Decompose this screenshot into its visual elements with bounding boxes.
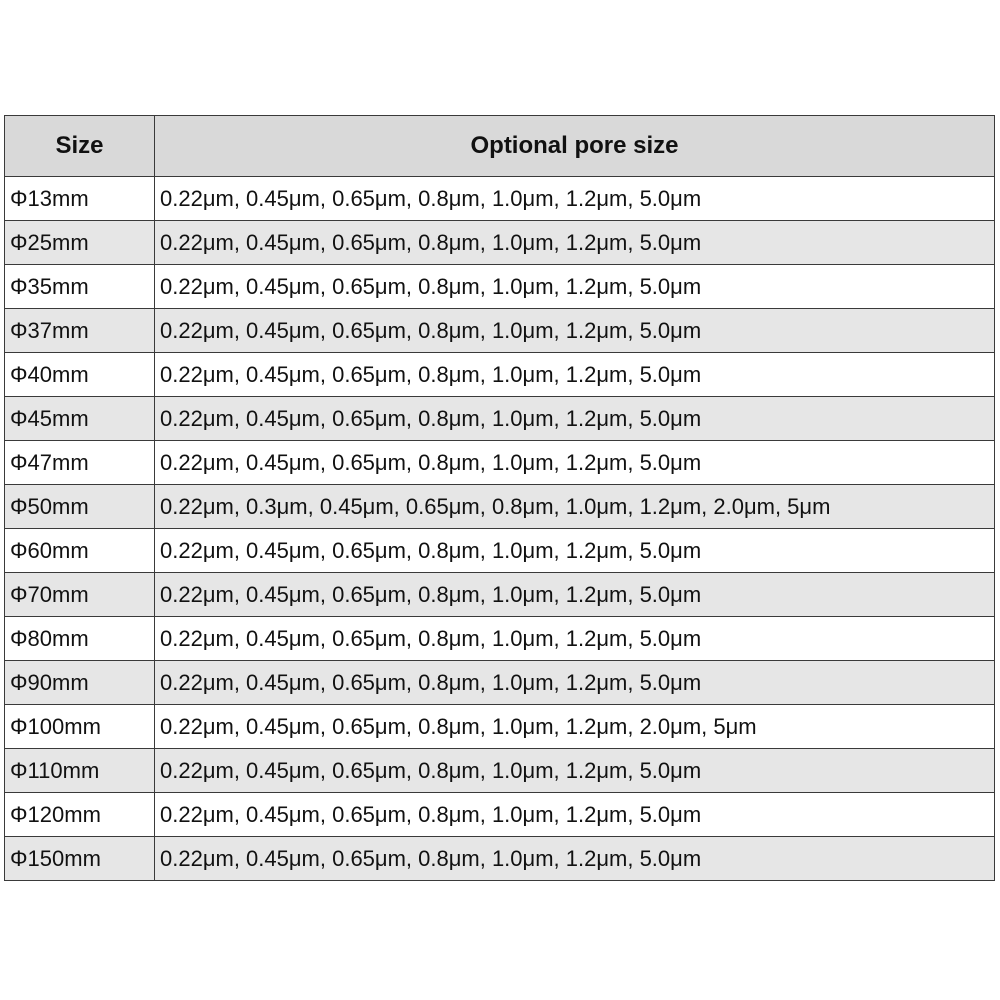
- header-optional-pore-size: Optional pore size: [155, 116, 995, 177]
- pore-size-cell: 0.22μm, 0.45μm, 0.65μm, 0.8μm, 1.0μm, 1.2μm, 5.0μm: [155, 749, 995, 793]
- table-row: [5, 529, 995, 573]
- pore-size-table: [4, 115, 995, 881]
- size-cell: Φ37mm: [5, 309, 155, 353]
- size-cell: Φ45mm: [5, 397, 155, 441]
- pore-size-cell: 0.22μm, 0.45μm, 0.65μm, 0.8μm, 1.0μm, 1.2μm, 5.0μm: [155, 265, 995, 309]
- size-cell: Φ90mm: [5, 661, 155, 705]
- table-row: [5, 177, 995, 221]
- size-cell: Φ150mm: [5, 837, 155, 881]
- size-cell: Φ100mm: [5, 705, 155, 749]
- table-row: [5, 573, 995, 617]
- size-cell: Φ120mm: [5, 793, 155, 837]
- size-cell: Φ47mm: [5, 441, 155, 485]
- pore-size-cell: 0.22μm, 0.45μm, 0.65μm, 0.8μm, 1.0μm, 1.2μm, 5.0μm: [155, 793, 995, 837]
- header-size: Size: [5, 116, 155, 177]
- table-row: [5, 617, 995, 661]
- size-cell: Φ50mm: [5, 485, 155, 529]
- pore-size-cell: 0.22μm, 0.45μm, 0.65μm, 0.8μm, 1.0μm, 1.2μm, 5.0μm: [155, 353, 995, 397]
- size-cell: Φ80mm: [5, 617, 155, 661]
- size-cell: Φ13mm: [5, 177, 155, 221]
- pore-size-cell: 0.22μm, 0.45μm, 0.65μm, 0.8μm, 1.0μm, 1.2μm, 2.0μm, 5μm: [155, 705, 995, 749]
- size-cell: Φ40mm: [5, 353, 155, 397]
- pore-size-cell: 0.22μm, 0.3μm, 0.45μm, 0.65μm, 0.8μm, 1.0μm, 1.2μm, 2.0μm, 5μm: [155, 485, 995, 529]
- pore-size-cell: 0.22μm, 0.45μm, 0.65μm, 0.8μm, 1.0μm, 1.2μm, 5.0μm: [155, 617, 995, 661]
- table-row: [5, 265, 995, 309]
- table-row: [5, 705, 995, 749]
- size-cell: Φ60mm: [5, 529, 155, 573]
- table-row: [5, 221, 995, 265]
- size-cell: Φ110mm: [5, 749, 155, 793]
- size-cell: Φ25mm: [5, 221, 155, 265]
- table-row: [5, 837, 995, 881]
- pore-size-table-container: [4, 115, 994, 881]
- table-body: [5, 177, 995, 881]
- pore-size-cell: 0.22μm, 0.45μm, 0.65μm, 0.8μm, 1.0μm, 1.2μm, 5.0μm: [155, 837, 995, 881]
- pore-size-cell: 0.22μm, 0.45μm, 0.65μm, 0.8μm, 1.0μm, 1.2μm, 5.0μm: [155, 177, 995, 221]
- pore-size-cell: 0.22μm, 0.45μm, 0.65μm, 0.8μm, 1.0μm, 1.2μm, 5.0μm: [155, 441, 995, 485]
- pore-size-cell: 0.22μm, 0.45μm, 0.65μm, 0.8μm, 1.0μm, 1.2μm, 5.0μm: [155, 529, 995, 573]
- table-row: [5, 353, 995, 397]
- table-row: [5, 793, 995, 837]
- pore-size-cell: 0.22μm, 0.45μm, 0.65μm, 0.8μm, 1.0μm, 1.2μm, 5.0μm: [155, 221, 995, 265]
- table-row: [5, 309, 995, 353]
- table-row: [5, 441, 995, 485]
- table-row: [5, 749, 995, 793]
- table-row: [5, 485, 995, 529]
- size-cell: Φ70mm: [5, 573, 155, 617]
- size-cell: Φ35mm: [5, 265, 155, 309]
- table-row: [5, 397, 995, 441]
- table-row: [5, 661, 995, 705]
- pore-size-cell: 0.22μm, 0.45μm, 0.65μm, 0.8μm, 1.0μm, 1.2μm, 5.0μm: [155, 397, 995, 441]
- pore-size-cell: 0.22μm, 0.45μm, 0.65μm, 0.8μm, 1.0μm, 1.2μm, 5.0μm: [155, 661, 995, 705]
- pore-size-cell: 0.22μm, 0.45μm, 0.65μm, 0.8μm, 1.0μm, 1.2μm, 5.0μm: [155, 573, 995, 617]
- table-header-row: [5, 116, 995, 177]
- pore-size-cell: 0.22μm, 0.45μm, 0.65μm, 0.8μm, 1.0μm, 1.2μm, 5.0μm: [155, 309, 995, 353]
